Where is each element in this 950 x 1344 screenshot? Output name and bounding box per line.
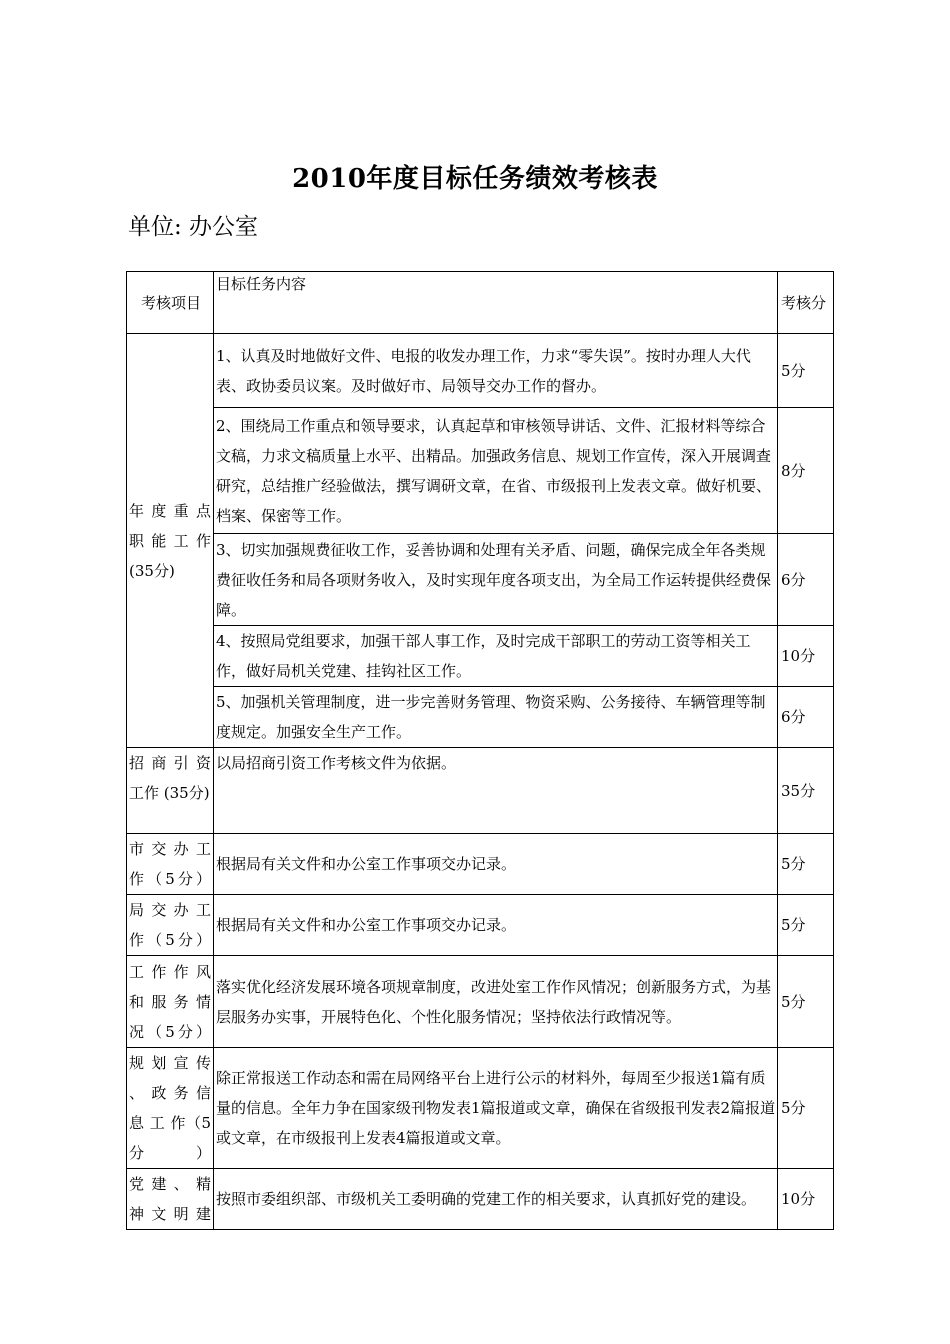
table-row xyxy=(127,748,834,834)
table-row xyxy=(127,334,834,408)
unit-label: 单位: 办公室 xyxy=(128,214,259,240)
row-content: 根据局有关文件和办公室工作事项交办记录。 xyxy=(214,895,778,956)
table-row xyxy=(127,408,834,534)
table-row xyxy=(127,956,834,1048)
row-score: 5分 xyxy=(778,956,834,1048)
row-item-publicity: 规 划 宣 传 、 政 务 信 息 工 作（5分） xyxy=(127,1048,214,1169)
row-score: 6分 xyxy=(778,534,834,626)
row-score: 10分 xyxy=(778,1169,834,1230)
page-title: 2010年度目标任务绩效考核表 xyxy=(292,164,658,194)
table-row xyxy=(127,687,834,748)
row-content: 按照市委组织部、市级机关工委明确的党建工作的相关要求，认真抓好党的建设。 xyxy=(214,1169,778,1230)
header-score: 考核分 xyxy=(778,272,834,334)
header-content: 目标任务内容 xyxy=(214,272,778,334)
row-item-investment: 招 商 引 资 工作 (35分) xyxy=(127,748,214,834)
row-content: 以局招商引资工作考核文件为依据。 xyxy=(214,748,778,834)
row-item-annual-key-work: 年 度 重 点 职能工作 (35分) xyxy=(127,334,214,748)
row-score: 5分 xyxy=(778,334,834,408)
table-header-row xyxy=(127,272,834,334)
row-content: 4、按照局党组要求，加强干部人事工作，及时完成干部职工的劳动工资等相关工作，做好局机关党建、挂钩社区工作。 xyxy=(214,626,778,687)
row-item-city-assigned: 市 交 办 工 作（5分） xyxy=(127,834,214,895)
row-content: 除正常报送工作动态和需在局网络平台上进行公示的材料外，每周至少报送1篇有质量的信息。全年力争在国家级刊物发表1篇报道或文章，确保在省级报刊发表2篇报道或文章，在市级报刊上发表4篇报道或文章。 xyxy=(214,1048,778,1169)
table-row xyxy=(127,534,834,626)
row-score: 8分 xyxy=(778,408,834,534)
row-content: 1、认真及时地做好文件、电报的收发办理工作，力求“零失误”。按时办理人大代表、政协委员议案。及时做好市、局领导交办工作的督办。 xyxy=(214,334,778,408)
row-content: 根据局有关文件和办公室工作事项交办记录。 xyxy=(214,834,778,895)
row-content: 3、切实加强规费征收工作，妥善协调和处理有关矛盾、问题，确保完成全年各类规费征收任务和局各项财务收入，及时实现年度各项支出，为全局工作运转提供经费保障。 xyxy=(214,534,778,626)
row-score: 10分 xyxy=(778,626,834,687)
row-content: 5、加强机关管理制度，进一步完善财务管理、物资采购、公务接待、车辆管理等制度规定。加强安全生产工作。 xyxy=(214,687,778,748)
table-row xyxy=(127,626,834,687)
row-score: 6分 xyxy=(778,687,834,748)
row-item-bureau-assigned: 局 交 办 工 作（5分） xyxy=(127,895,214,956)
row-score: 5分 xyxy=(778,895,834,956)
row-item-party-building: 党 建 、 精 神 文 明 建 xyxy=(127,1169,214,1230)
row-item-work-style: 工 作 作 风 和 服 务 情 况（5分） xyxy=(127,956,214,1048)
row-score: 35分 xyxy=(778,748,834,834)
table-row xyxy=(127,895,834,956)
table-row xyxy=(127,1048,834,1169)
row-content: 2、围绕局工作重点和领导要求，认真起草和审核领导讲话、文件、汇报材料等综合文稿，力求文稿质量上水平、出精品。加强政务信息、规划工作宣传，深入开展调查研究，总结推广经验做法，撰写调研文章，在省、市级报刊上发表文章。做好机要、档案、保密等工作。 xyxy=(214,408,778,534)
table-row xyxy=(127,834,834,895)
row-score: 5分 xyxy=(778,1048,834,1169)
row-content: 落实优化经济发展环境各项规章制度，改进处室工作作风情况；创新服务方式，为基层服务办实事，开展特色化、个性化服务情况；坚持依法行政情况等。 xyxy=(214,956,778,1048)
row-score: 5分 xyxy=(778,834,834,895)
assessment-table xyxy=(126,271,834,1230)
table-row xyxy=(127,1169,834,1230)
header-item: 考核项目 xyxy=(127,272,214,334)
